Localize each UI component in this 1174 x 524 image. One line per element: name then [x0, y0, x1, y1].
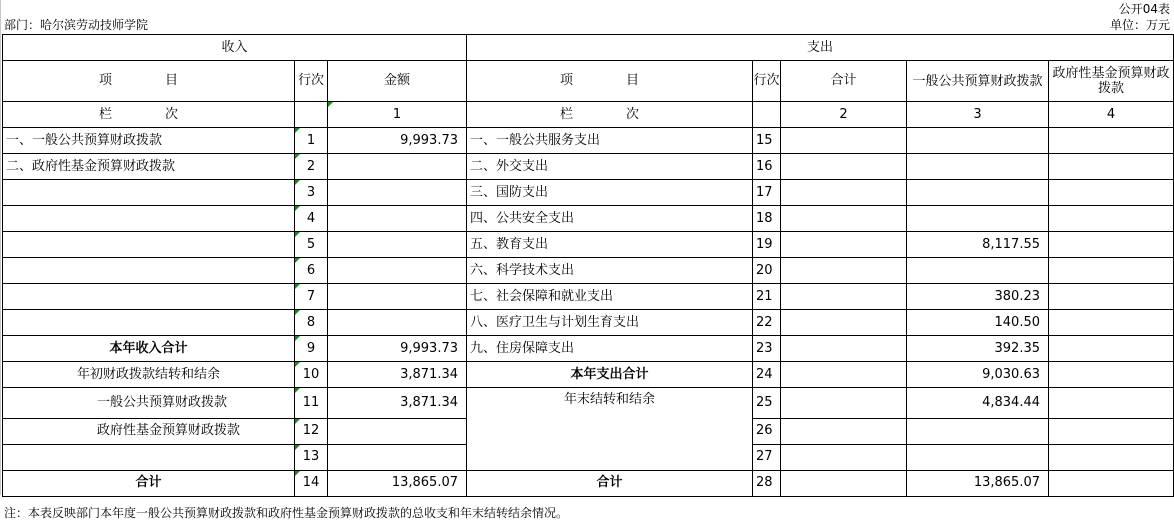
- table-row: [3, 232, 1174, 258]
- expense-line-cell[interactable]: 20: [753, 258, 781, 284]
- header-row-sections: [3, 35, 1174, 61]
- column-number-row: [3, 102, 1174, 128]
- expense-fund-cell[interactable]: [1049, 128, 1174, 154]
- expense-general-cell[interactable]: 13,865.07: [907, 470, 1049, 496]
- income-line-cell[interactable]: 12: [295, 418, 328, 444]
- income-line-cell[interactable]: 2: [295, 154, 328, 180]
- income-amount-cell[interactable]: [328, 180, 467, 206]
- income-item-cell[interactable]: [3, 180, 295, 206]
- expense-line-cell[interactable]: 27: [753, 444, 781, 470]
- expense-fund-cell[interactable]: [1049, 154, 1174, 180]
- expense-item-cell[interactable]: 七、社会保障和就业支出: [467, 284, 753, 310]
- income-line-cell[interactable]: 1: [295, 128, 328, 154]
- expense-item-cell[interactable]: 合计: [467, 470, 753, 496]
- income-amount-cell[interactable]: [328, 232, 467, 258]
- expense-total-header[interactable]: 合计: [781, 61, 907, 102]
- expense-general-cell[interactable]: [907, 444, 1049, 470]
- expense-general-cell[interactable]: [907, 128, 1049, 154]
- expense-general-cell[interactable]: [907, 418, 1049, 444]
- expense-line-cell[interactable]: 28: [753, 470, 781, 496]
- expense-line-cell[interactable]: 24: [753, 362, 781, 388]
- expense-item-cell[interactable]: 四、公共安全支出: [467, 206, 753, 232]
- table-row: [3, 154, 1174, 180]
- income-item-cell[interactable]: 本年收入合计: [3, 336, 295, 362]
- table-row: [3, 310, 1174, 336]
- income-item-cell[interactable]: 年初财政拨款结转和结余: [3, 362, 295, 388]
- expense-general-cell[interactable]: 8,117.55: [907, 232, 1049, 258]
- expense-item-cell[interactable]: [467, 444, 753, 470]
- income-item-cell[interactable]: 一、一般公共预算财政拨款: [3, 128, 295, 154]
- expense-fund-cell[interactable]: [1049, 180, 1174, 206]
- expense-item-cell[interactable]: 年末结转和结余: [467, 388, 753, 419]
- expense-item-cell[interactable]: 本年支出合计: [467, 362, 753, 388]
- expense-total-cell[interactable]: [781, 284, 907, 310]
- expense-general-cell[interactable]: 4,834.44: [907, 388, 1049, 419]
- expense-total-cell[interactable]: [781, 258, 907, 284]
- expense-item-header[interactable]: [467, 61, 753, 102]
- income-item-cell[interactable]: 合计: [3, 470, 295, 496]
- income-amount-cell[interactable]: [328, 284, 467, 310]
- general-column-number[interactable]: 3: [907, 102, 1049, 128]
- expense-general-cell[interactable]: [907, 206, 1049, 232]
- table-row: [3, 388, 1174, 419]
- table-row: [3, 180, 1174, 206]
- expense-item-cell[interactable]: [467, 418, 753, 444]
- table-row: [3, 418, 1174, 444]
- income-item-header[interactable]: [3, 61, 295, 102]
- income-line-cell[interactable]: 4: [295, 206, 328, 232]
- expense-total-cell[interactable]: [781, 310, 907, 336]
- expense-general-cell[interactable]: 380.23: [907, 284, 1049, 310]
- fund-budget-header[interactable]: 政府性基金预算财政拨款: [1049, 61, 1174, 102]
- expense-line-cell[interactable]: 23: [753, 336, 781, 362]
- income-line-cell[interactable]: 11: [295, 388, 328, 419]
- income-item-cell[interactable]: [3, 232, 295, 258]
- expense-line-cell[interactable]: 19: [753, 232, 781, 258]
- expense-line-cell[interactable]: 15: [753, 128, 781, 154]
- income-row-label[interactable]: [3, 102, 295, 128]
- expense-total-cell[interactable]: [781, 128, 907, 154]
- income-line-cell[interactable]: 3: [295, 180, 328, 206]
- table-row: [3, 470, 1174, 496]
- expense-general-cell[interactable]: [907, 180, 1049, 206]
- expense-line-cell[interactable]: 17: [753, 180, 781, 206]
- income-item-header-text: 项 目: [98, 73, 198, 88]
- expense-fund-cell[interactable]: [1049, 284, 1174, 310]
- income-line-cell[interactable]: 6: [295, 258, 328, 284]
- income-item-cell[interactable]: [3, 444, 295, 470]
- expense-total-cell[interactable]: [781, 418, 907, 444]
- expense-fund-cell[interactable]: [1049, 362, 1174, 388]
- income-item-cell[interactable]: 政府性基金预算财政拨款: [3, 418, 295, 444]
- unit-label: 单位：万元: [1109, 18, 1170, 32]
- table-row: [3, 206, 1174, 232]
- income-amount-cell[interactable]: 3,871.34: [328, 388, 467, 419]
- expense-total-cell[interactable]: [781, 206, 907, 232]
- expense-item-header-text: 项 目: [559, 73, 659, 88]
- income-item-cell[interactable]: 一般公共预算财政拨款: [3, 388, 295, 419]
- income-amount-cell[interactable]: [328, 418, 467, 444]
- table-row: [3, 128, 1174, 154]
- total-column-number[interactable]: 2: [781, 102, 907, 128]
- expense-line-number-cell[interactable]: [753, 102, 781, 128]
- expense-fund-cell[interactable]: [1049, 310, 1174, 336]
- table-row: [3, 258, 1174, 284]
- expense-line-cell[interactable]: 25: [753, 388, 781, 419]
- income-amount-header[interactable]: 金额: [328, 61, 467, 102]
- expense-general-cell[interactable]: 9,030.63: [907, 362, 1049, 388]
- income-item-cell[interactable]: [3, 206, 295, 232]
- income-amount-cell[interactable]: [328, 310, 467, 336]
- expense-total-cell[interactable]: [781, 444, 907, 470]
- budget-table: [2, 34, 1174, 497]
- expense-item-cell[interactable]: 五、教育支出: [467, 232, 753, 258]
- amount-column-number[interactable]: 1: [328, 102, 467, 128]
- expense-fund-cell[interactable]: [1049, 388, 1174, 419]
- expense-total-cell[interactable]: [781, 388, 907, 419]
- expense-line-cell[interactable]: 18: [753, 206, 781, 232]
- expense-row-label-text: 栏 次: [559, 106, 659, 122]
- income-line-cell[interactable]: 13: [295, 444, 328, 470]
- table-row: [3, 362, 1174, 388]
- expense-item-cell[interactable]: 九、住房保障支出: [467, 336, 753, 362]
- form-code: 公开04表: [1118, 2, 1170, 16]
- department-label: 部门：哈尔滨劳动技师学院: [4, 18, 149, 32]
- income-item-cell[interactable]: 二、政府性基金预算财政拨款: [3, 154, 295, 180]
- expense-line-header[interactable]: 行次: [753, 61, 781, 102]
- expense-total-cell[interactable]: [781, 180, 907, 206]
- expense-line-cell[interactable]: 22: [753, 310, 781, 336]
- income-row-label-text: 栏 次: [98, 106, 198, 122]
- income-amount-cell[interactable]: [328, 206, 467, 232]
- expense-item-cell[interactable]: 二、外交支出: [467, 154, 753, 180]
- expense-fund-cell[interactable]: [1049, 206, 1174, 232]
- expense-fund-cell[interactable]: [1049, 444, 1174, 470]
- income-amount-cell[interactable]: 9,993.73: [328, 128, 467, 154]
- expense-line-cell[interactable]: 26: [753, 418, 781, 444]
- income-line-cell[interactable]: 9: [295, 336, 328, 362]
- income-item-cell[interactable]: [3, 284, 295, 310]
- income-amount-cell[interactable]: 9,993.73: [328, 336, 467, 362]
- table-row: [3, 284, 1174, 310]
- income-line-cell[interactable]: 7: [295, 284, 328, 310]
- income-amount-cell[interactable]: [328, 154, 467, 180]
- expense-fund-cell[interactable]: [1049, 232, 1174, 258]
- table-row: [3, 336, 1174, 362]
- expense-item-cell[interactable]: 六、科学技术支出: [467, 258, 753, 284]
- income-header[interactable]: 收入: [3, 35, 467, 61]
- expense-fund-cell[interactable]: [1049, 470, 1174, 496]
- expense-total-cell[interactable]: [781, 470, 907, 496]
- expense-row-label[interactable]: [467, 102, 753, 128]
- expense-general-cell[interactable]: 392.35: [907, 336, 1049, 362]
- expense-fund-cell[interactable]: [1049, 418, 1174, 444]
- income-amount-cell[interactable]: [328, 258, 467, 284]
- income-item-cell[interactable]: [3, 258, 295, 284]
- expense-general-cell[interactable]: 140.50: [907, 310, 1049, 336]
- fund-column-number[interactable]: 4: [1049, 102, 1174, 128]
- income-line-cell[interactable]: 8: [295, 310, 328, 336]
- table-row: [3, 444, 1174, 470]
- footnote: 注：本表反映部门本年度一般公共预算财政拨款和政府性基金预算财政拨款的总收支和年末结转结余情况。: [4, 506, 569, 520]
- income-line-cell[interactable]: 5: [295, 232, 328, 258]
- header-row-columns: [3, 61, 1174, 102]
- income-line-cell[interactable]: 14: [295, 470, 328, 496]
- expense-total-cell[interactable]: [781, 336, 907, 362]
- table-title: [300, 0, 860, 3]
- expense-total-cell[interactable]: [781, 154, 907, 180]
- income-amount-cell[interactable]: [328, 444, 467, 470]
- expense-item-cell[interactable]: 八、医疗卫生与计划生育支出: [467, 310, 753, 336]
- expense-header[interactable]: 支出: [467, 35, 1174, 61]
- expense-fund-cell[interactable]: [1049, 336, 1174, 362]
- expense-fund-cell[interactable]: [1049, 258, 1174, 284]
- expense-line-cell[interactable]: 21: [753, 284, 781, 310]
- expense-total-cell[interactable]: [781, 232, 907, 258]
- expense-total-cell[interactable]: [781, 362, 907, 388]
- income-amount-cell[interactable]: 13,865.07: [328, 470, 467, 496]
- expense-item-cell[interactable]: 一、一般公共服务支出: [467, 128, 753, 154]
- expense-general-cell[interactable]: [907, 154, 1049, 180]
- general-budget-header[interactable]: 一般公共预算财政拨款: [907, 61, 1049, 102]
- expense-item-cell[interactable]: 三、国防支出: [467, 180, 753, 206]
- income-item-cell[interactable]: [3, 310, 295, 336]
- expense-general-cell[interactable]: [907, 258, 1049, 284]
- income-line-header[interactable]: 行次: [295, 61, 328, 102]
- income-line-number-cell[interactable]: [295, 102, 328, 128]
- gridline: [0, 0, 1, 495]
- income-line-cell[interactable]: 10: [295, 362, 328, 388]
- income-amount-cell[interactable]: 3,871.34: [328, 362, 467, 388]
- expense-line-cell[interactable]: 16: [753, 154, 781, 180]
